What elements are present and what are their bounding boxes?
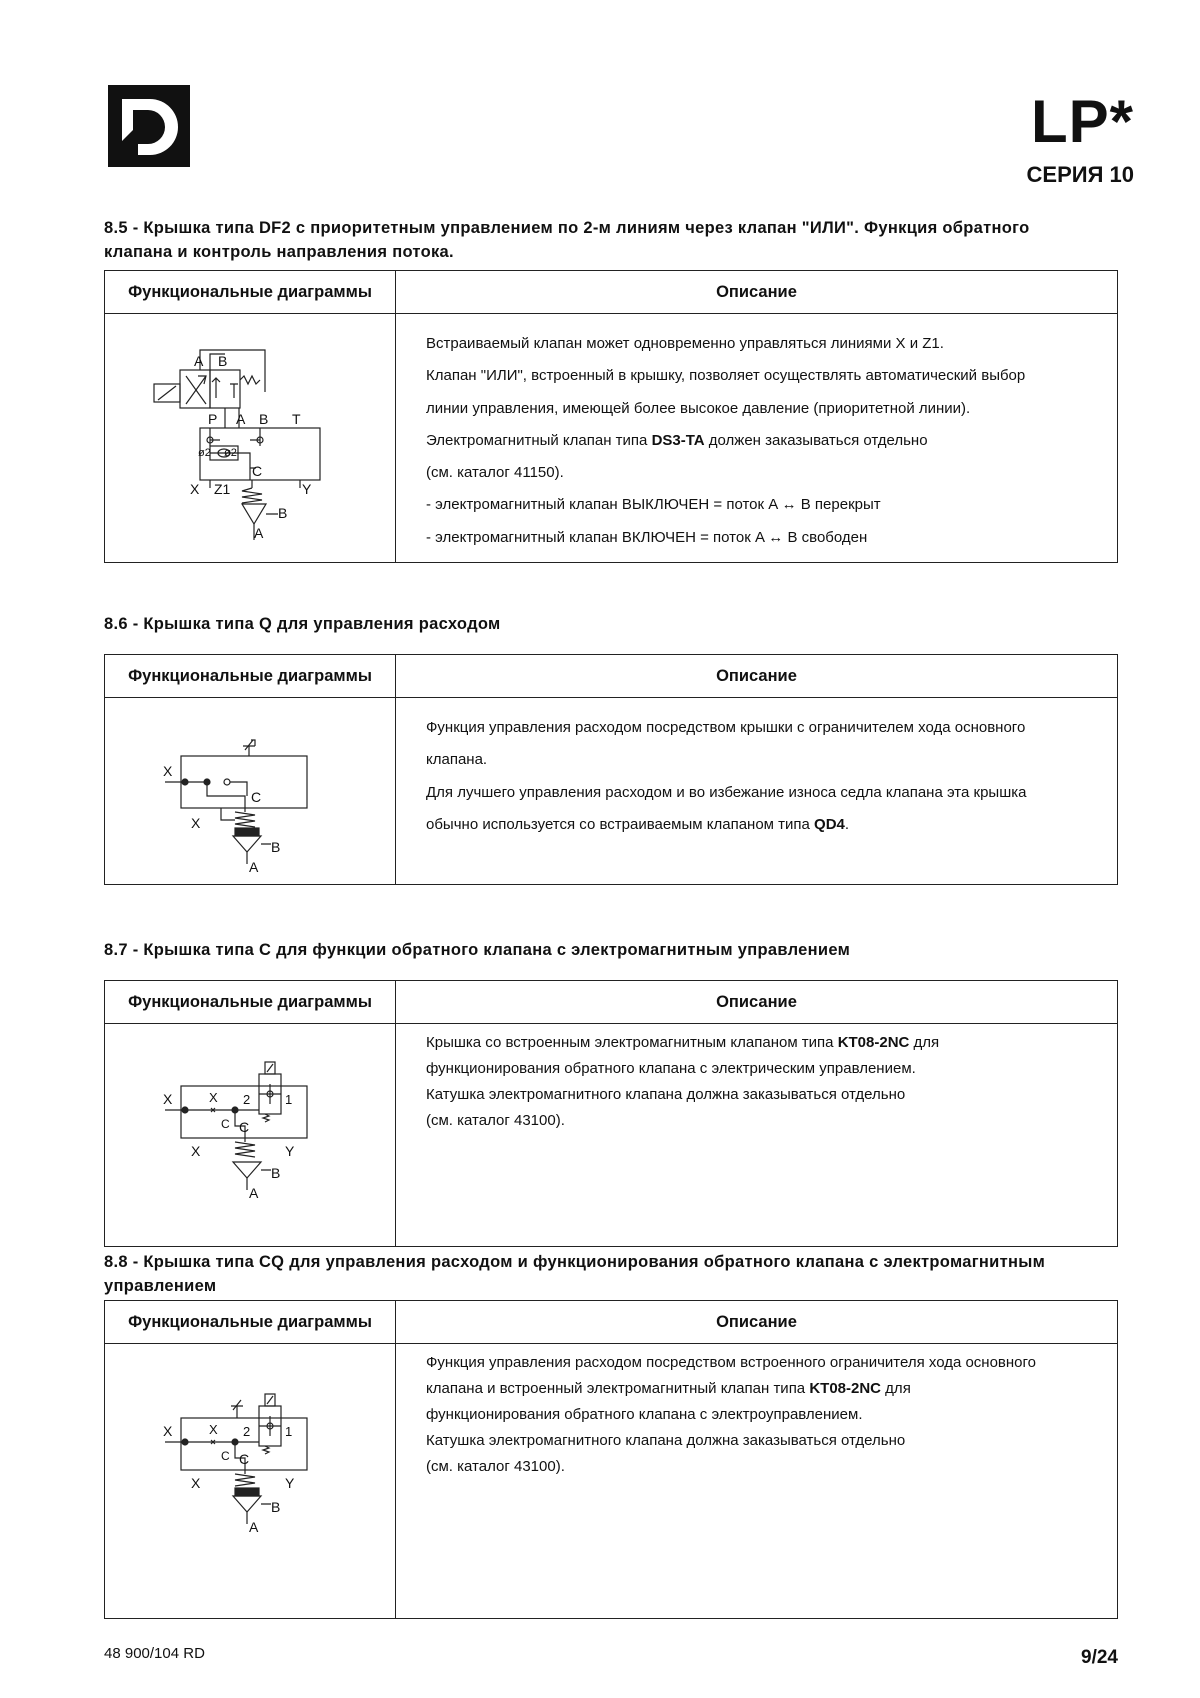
series-label: СЕРИЯ 10 <box>1026 162 1134 187</box>
label-b-bot: B <box>278 505 288 521</box>
description-line <box>426 393 1111 425</box>
text-segment: должен заказываться отдельно <box>704 431 928 449</box>
text-segment: (см. каталог 41150). <box>426 464 564 482</box>
description-line <box>426 1402 1111 1428</box>
label-a-mid: A <box>236 411 246 427</box>
table-header <box>105 1301 1117 1344</box>
text-segment: (см. каталог 43100). <box>426 1458 565 1475</box>
description-line <box>426 489 1111 521</box>
header-description: Описание <box>716 1312 797 1331</box>
description-cell <box>396 1344 1117 1618</box>
label-two: 2 <box>243 1092 251 1107</box>
header-diagrams: Функциональные диаграммы <box>105 1301 396 1343</box>
label-c-small: C <box>221 1117 230 1131</box>
text-segment: для <box>909 1034 940 1051</box>
table-8-8 <box>104 1300 1118 1619</box>
label-a: A <box>249 1519 259 1535</box>
label-a-top: A <box>194 353 204 369</box>
text-segment: Электромагнитный клапан типа <box>426 431 652 449</box>
label-x-bot: X <box>191 815 201 831</box>
text-segment: Встраиваемый клапан может одновременно управляться линиями X и Z1. <box>426 335 944 352</box>
label-one: 1 <box>285 1424 293 1439</box>
text-segment: - электромагнитный клапан ВКЛЮЧЕН = поток A ↔ B свободен <box>426 528 868 546</box>
header-description: Описание <box>716 282 797 301</box>
description-line <box>426 1350 1111 1376</box>
label-c-big: C <box>239 1451 250 1467</box>
text-segment: для <box>881 1380 911 1397</box>
section-title-8-6: 8.6 - Крышка типа Q для управления расходом <box>104 615 501 633</box>
description-line <box>426 744 1111 776</box>
model-title: LP* <box>1030 88 1134 155</box>
description-line <box>426 425 1111 457</box>
table-header <box>105 981 1117 1024</box>
section-title-8-5: 8.5 - Крышка типа DF2 с приоритетным управлением по 2-м линиям через клапан "ИЛИ". Функция обратного клапана и контроль направления потока. <box>104 219 1030 261</box>
description-line <box>426 1082 1111 1108</box>
page-number: 9/24 <box>1081 1647 1118 1668</box>
description-cell <box>396 698 1117 884</box>
table-header <box>105 271 1117 314</box>
label-b-top: B <box>218 353 228 369</box>
label-a: A <box>249 1185 259 1201</box>
text-segment: Клапан "ИЛИ", встроенный в крышку, позволяет осуществлять автоматический выбор <box>426 367 1026 385</box>
description-cell <box>396 1024 1117 1246</box>
text-segment: клапана. <box>426 751 488 769</box>
diagram-cell <box>105 1344 396 1618</box>
label-x-bot: X <box>191 1143 201 1159</box>
table-8-7 <box>104 980 1118 1247</box>
description-line <box>426 360 1111 392</box>
section-title-8-8: 8.8 - Крышка типа CQ для управления расходом и функционирования обратного клапана с электромагнитным управлением <box>104 1253 1046 1295</box>
label-x-inner: X <box>209 1090 218 1105</box>
label-t: T <box>292 411 301 427</box>
header-description: Описание <box>716 666 797 685</box>
description-line <box>426 457 1111 489</box>
label-x-top: X <box>163 763 173 779</box>
label-a-bot: A <box>254 525 264 541</box>
diagram-cell <box>105 1024 396 1246</box>
company-logo <box>108 85 190 167</box>
diagram-c <box>155 1054 355 1214</box>
diagram-q <box>155 716 355 876</box>
description-line <box>426 1454 1111 1480</box>
description-line <box>426 777 1111 809</box>
text-segment: (см. каталог 43100). <box>426 1112 565 1129</box>
diagram-cell <box>105 698 396 884</box>
text-segment: обычно используется со встраиваемым клапаном типа <box>426 815 815 833</box>
description-line <box>426 1108 1111 1134</box>
text-segment: Функция управления расходом посредством встроенного ограничителя хода основного <box>426 1354 1037 1371</box>
diagram-cell <box>105 314 396 562</box>
label-c-small: C <box>221 1449 230 1463</box>
product-code: DS3-TA <box>651 431 705 449</box>
label-z1: Z1 <box>214 481 231 497</box>
label-p: P <box>208 411 218 427</box>
header-right <box>1026 88 1134 188</box>
label-y: Y <box>285 1143 295 1159</box>
label-x-inner: X <box>209 1422 218 1437</box>
product-code: KT08-2NC <box>809 1380 882 1397</box>
text-segment: функционирования обратного клапана с электрическим управлением. <box>426 1060 916 1077</box>
description-line <box>426 328 1111 360</box>
label-two: 2 <box>243 1424 251 1439</box>
description-line <box>426 1376 1111 1402</box>
label-one: 1 <box>285 1092 293 1107</box>
header-diagrams: Функциональные диаграммы <box>105 271 396 313</box>
label-c: C <box>251 789 262 805</box>
header-description: Описание <box>716 992 797 1011</box>
label-a: A <box>249 859 259 875</box>
label-b: B <box>271 1499 281 1515</box>
label-y: Y <box>302 481 312 497</box>
diagram-cq <box>155 1386 355 1546</box>
text-segment: Крышка со встроенным электромагнитным клапаном типа <box>426 1034 838 1051</box>
label-c: C <box>252 463 263 479</box>
text-segment: клапана и встроенный электромагнитный клапан типа <box>426 1380 810 1397</box>
text-segment: Функция управления расходом посредством крышки с ограничителем хода основного <box>426 719 1026 736</box>
text-segment: функционирования обратного клапана с электроуправлением. <box>426 1406 863 1423</box>
table-8-6 <box>104 654 1118 885</box>
text-segment: Для лучшего управления расходом и во избежание износа седла клапана эта крышка <box>426 783 1027 801</box>
description-line <box>426 1030 1111 1056</box>
table-header <box>105 655 1117 698</box>
label-y: Y <box>285 1475 295 1491</box>
product-code: QD4 <box>814 815 845 833</box>
table-8-5 <box>104 270 1118 563</box>
text-segment: . <box>844 815 850 833</box>
description-cell <box>396 314 1117 562</box>
document-code: 48 900/104 RD <box>104 1645 205 1662</box>
product-code: KT08-2NC <box>837 1034 910 1051</box>
text-segment: Катушка электромагнитного клапана должна заказываться отдельно <box>426 1086 906 1103</box>
label-b: B <box>271 1165 281 1181</box>
header-diagrams: Функциональные диаграммы <box>105 655 396 697</box>
text-segment: линии управления, имеющей более высокое давление (приоритетной линии). <box>426 399 971 417</box>
description-line <box>426 809 1111 841</box>
text-segment: Катушка электромагнитного клапана должна заказываться отдельно <box>426 1432 906 1449</box>
label-d1: ø2 <box>198 447 211 459</box>
text-segment: - электромагнитный клапан ВЫКЛЮЧЕН = поток A ↔ B перекрыт <box>426 496 881 514</box>
label-b-mid: B <box>259 411 269 427</box>
description-line <box>426 522 1111 554</box>
label-x: X <box>190 481 200 497</box>
label-x-bot: X <box>191 1475 201 1491</box>
diagram-df2 <box>150 328 350 548</box>
label-d2: ø2 <box>224 447 237 459</box>
section-title-8-7: 8.7 - Крышка типа C для функции обратного клапана с электромагнитным управлением <box>104 941 851 959</box>
label-b: B <box>271 839 281 855</box>
label-x-side: X <box>163 1091 173 1107</box>
label-c-big: C <box>239 1119 250 1135</box>
description-line <box>426 712 1111 744</box>
header-diagrams: Функциональные диаграммы <box>105 981 396 1023</box>
description-line <box>426 1428 1111 1454</box>
description-line <box>426 1056 1111 1082</box>
label-x-side: X <box>163 1423 173 1439</box>
